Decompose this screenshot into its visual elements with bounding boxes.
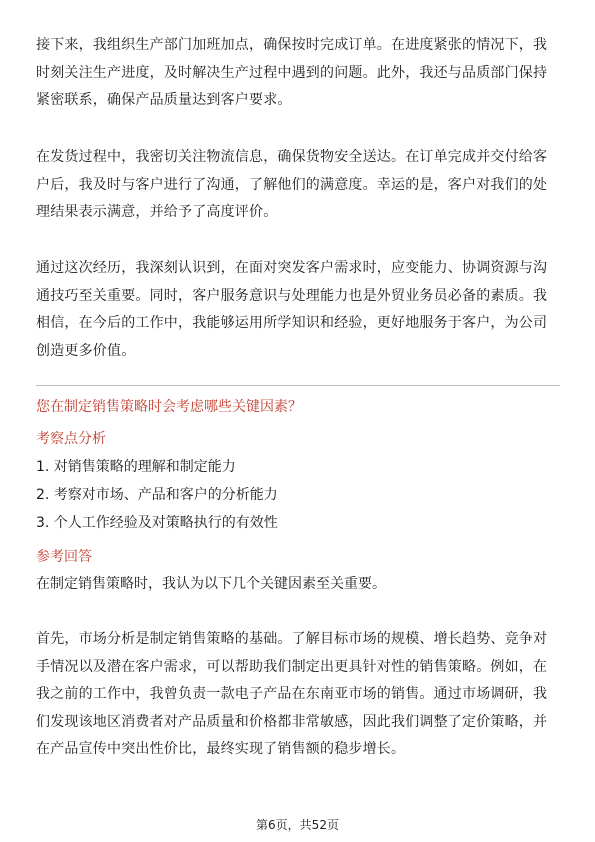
paragraph-production: 接下来，我组织生产部门加班加点，确保按时完成订单。在进度紧张的情况下，我时刻关注生产进度，及时解决生产过程中遇到的问题。此外，我还与品质部门保持紧密联系，确保产品质量达到客户要求。 [36,37,548,108]
paragraph-reflection: 通过这次经历，我深刻认识到，在面对突发客户需求时，应变能力、协调资源与沟通技巧至关重要。同时，客户服务意识与处理能力也是外贸业务员必备的素质。我相信，在今后的工作中，我能够运用所学知识和经验，更好地服务于客户，为公司创造更多价值。 [36,260,548,359]
analysis-point: 3. 个人工作经验及对策略执行的有效性 [36,515,278,531]
analysis-point: 1. 对销售策略的理解和制定能力 [36,459,236,475]
analysis-label: 考察点分析 [36,431,106,447]
section-divider [36,385,560,386]
paragraph-delivery: 在发货过程中，我密切关注物流信息，确保货物安全送达。在订单完成并交付给客户后，我及时与客户进行了沟通，了解他们的满意度。幸运的是，客户对我们的处理结果表示满意，并给予了高度评价。 [36,149,548,220]
answer-label: 参考回答 [36,549,92,565]
analysis-point: 2. 考察对市场、产品和客户的分析能力 [36,487,278,503]
question-heading: 您在制定销售策略时会考虑哪些关键因素？ [36,399,302,415]
paragraph-market-analysis: 首先，市场分析是制定销售策略的基础。了解目标市场的规模、增长趋势、竞争对手情况以及潜在客户需求，可以帮助我们制定出更具针对性的销售策略。例如，在我之前的工作中，我曾负责一款电子产品在东南亚市场的销售。通过市场调研，我们发现该地区消费者对产品质量和价格都非常敏感，因此我们调整了定价策略，并在产品宣传中突出性价比，最终实现了销售额的稳步增长。 [36,631,548,757]
answer-intro: 在制定销售策略时，我认为以下几个关键因素至关重要。 [36,576,386,592]
page-footer: 第6页，共52页 [256,818,339,832]
